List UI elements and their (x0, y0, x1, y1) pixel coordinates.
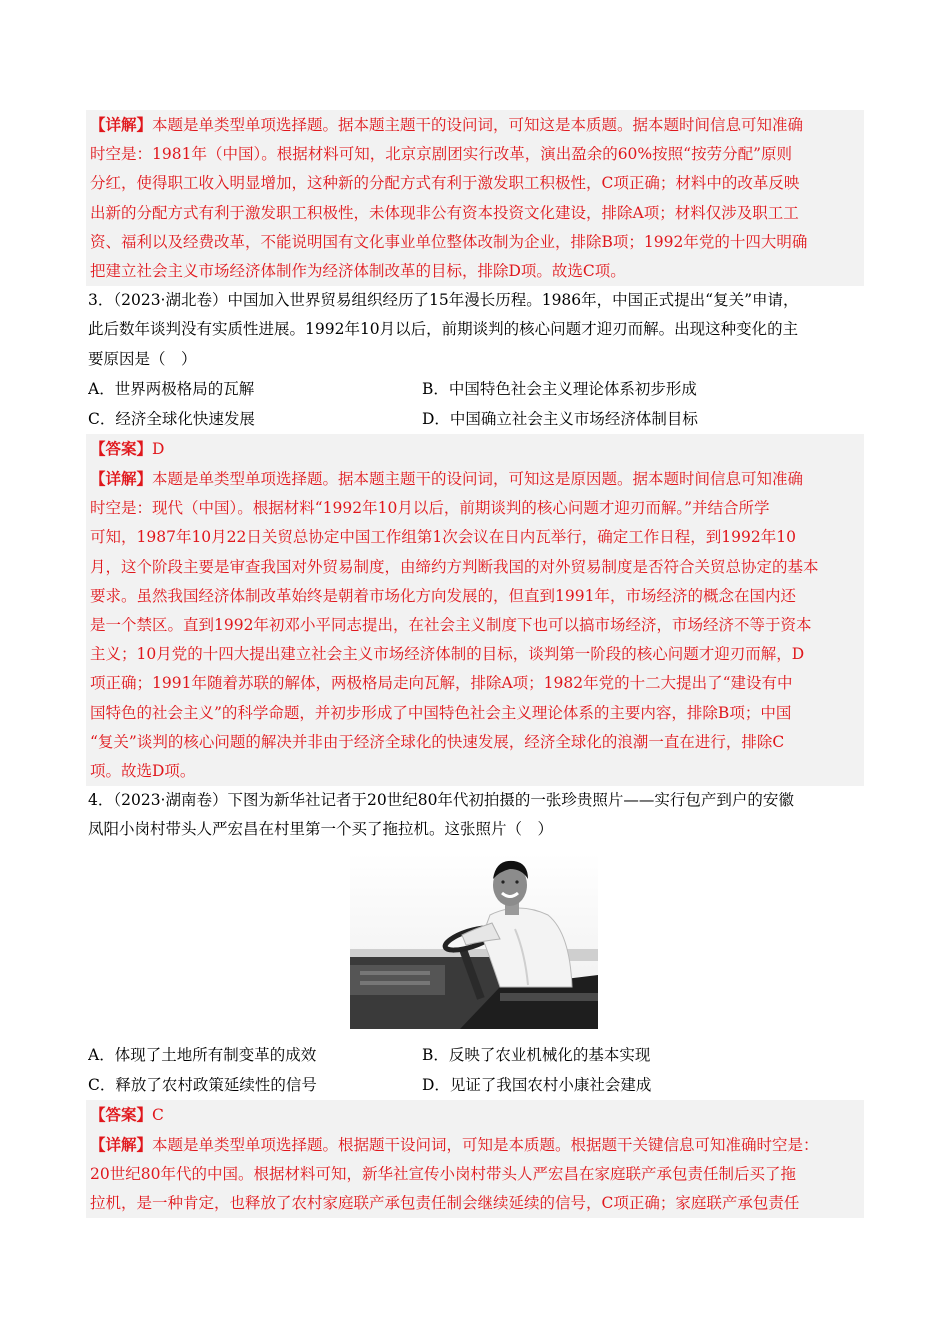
answer-value: C (152, 1105, 164, 1124)
explain-line: 把建立社会主义市场经济体制作为经济体制改革的目标，排除D项。故选C项。 (90, 262, 626, 281)
page-content (86, 110, 864, 1218)
explain-line: 主义；10月党的十四大提出建立社会主义市场经济体制的目标，谈判第一阶段的核心问题才迎刃而解，D (90, 645, 805, 664)
option-d: D．见证了我国农村小康社会建成 (422, 1075, 652, 1094)
stem-line: 此后数年谈判没有实质性进展。1992年10月以后，前期谈判的核心问题才迎刃而解。出现这种变化的主 (88, 320, 799, 339)
explain-line: 20世纪80年代的中国。根据材料可知，新华社宣传小岗村带头人严宏昌在家庭联产承包责任制后买了拖 (90, 1165, 796, 1184)
stem-line: 要原因是（ ） (88, 349, 197, 368)
answer-tag: 【答案】 (90, 438, 153, 458)
option-b: B．中国特色社会主义理论体系初步形成 (422, 379, 697, 398)
photo-area (86, 845, 864, 1040)
explain-line: 分红，使得职工收入明显增加，这种新的分配方式有利于激发职工积极性，C项正确；材料中的改革反映 (90, 174, 800, 193)
answer-line (90, 1100, 860, 1130)
explain-line: 时空是：现代（中国）。根据材料“1992年10月以后，前期谈判的核心问题才迎刃而解。”并结合所学 (90, 499, 770, 518)
stem-line: 3．（2023·湖北卷）中国加入世界贸易组织经历了15年漫长历程。1986年，中国正式提出“复关”申请， (88, 291, 799, 310)
q4-options (86, 1040, 864, 1100)
explain-line: 出新的分配方式有利于激发职工积极性，未体现非公有资本投资文化建设，排除A项；材料仅涉及职工工 (90, 203, 799, 222)
explain-line: “复关”谈判的核心问题的解决并非由于经济全球化的快速发展，经济全球化的浪潮一直在进行，排除C (90, 732, 785, 751)
option-a: A．体现了土地所有制变革的成效 (88, 1045, 317, 1064)
explain-line: 项。故选D项。 (90, 762, 196, 781)
explain-line: 【详解】本题是单类型单项选择题。根据题干设问词，可知是本质题。根据题干关键信息可知准确时空是： (90, 1134, 819, 1154)
explain-line: 拉机，是一种肯定，也释放了农村家庭联产承包责任制会继续延续的信号，C项正确；家庭联产承包责任 (90, 1194, 800, 1213)
explain-line: 时空是：1981年（中国）。根据材料可知，北京京剧团实行改革，演出盈余的60%按照“按劳分配”原则 (90, 145, 792, 164)
explain-line: 可知，1987年10月22日关贸总协定中国工作组第1次会议在日内瓦举行，确定工作日程，到1992年10 (90, 528, 796, 547)
explain-tag: 【详解】 (90, 1134, 153, 1154)
explain-line: 项正确；1991年随着苏联的解体，两极格局走向瓦解，排除A项；1982年党的十二大提出了“建设有中 (90, 674, 793, 693)
explain-line: 【详解】本题是单类型单项选择题。据本题主题干的设问词，可知这是本质题。据本题时间信息可知准确 (90, 115, 804, 134)
tractor-photo (350, 853, 598, 1029)
explain-line: 国特色的社会主义”的科学命题，并初步形成了中国特色社会主义理论体系的主要内容，排除B项；中国 (90, 703, 792, 722)
stem-line: 凤阳小岗村带头人严宏昌在村里第一个买了拖拉机。这张照片（ ） (88, 820, 554, 839)
explain-line: 是一个禁区。直到1992年初邓小平同志提出，在社会主义制度下也可以搞市场经济，市场经济不等于资本 (90, 616, 812, 635)
q3-stem (86, 286, 864, 374)
option-d: D．中国确立社会主义市场经济体制目标 (422, 409, 698, 428)
explain-tag: 【详解】 (90, 115, 153, 134)
option-c: C．经济全球化快速发展 (88, 409, 255, 428)
q4-stem (86, 786, 864, 844)
explain-line: 资、福利以及经费改革，不能说明国有文化事业单位整体改制为企业，排除B项；1992年党的十四大明确 (90, 232, 808, 251)
q3-answer-block (86, 434, 864, 786)
q2-explanation (86, 110, 864, 286)
explain-line: 月，这个阶段主要是审查我国对外贸易制度，由缔约方判断我国的对外贸易制度是否符合关贸总协定的基本 (90, 557, 819, 576)
explain-tag: 【详解】 (90, 469, 153, 489)
explain-line: 【详解】本题是单类型单项选择题。据本题主题干的设问词，可知这是原因题。据本题时间信息可知准确 (90, 469, 804, 489)
answer-tag: 【答案】 (90, 1104, 153, 1124)
option-b: B．反映了农业机械化的基本实现 (422, 1045, 651, 1064)
option-c: C．释放了农村政策延续性的信号 (88, 1075, 317, 1094)
explain-line: 要求。虽然我国经济体制改革始终是朝着市场化方向发展的，但直到1991年，市场经济的概念在国内还 (90, 586, 796, 605)
answer-value: D (152, 439, 165, 458)
q3-options (86, 374, 864, 434)
option-a: A．世界两极格局的瓦解 (88, 379, 255, 398)
q4-answer-block (86, 1100, 864, 1219)
stem-line: 4．（2023·湖南卷）下图为新华社记者于20世纪80年代初拍摄的一张珍贵照片——实行包产到户的安徽 (88, 791, 794, 810)
answer-line (90, 434, 860, 464)
